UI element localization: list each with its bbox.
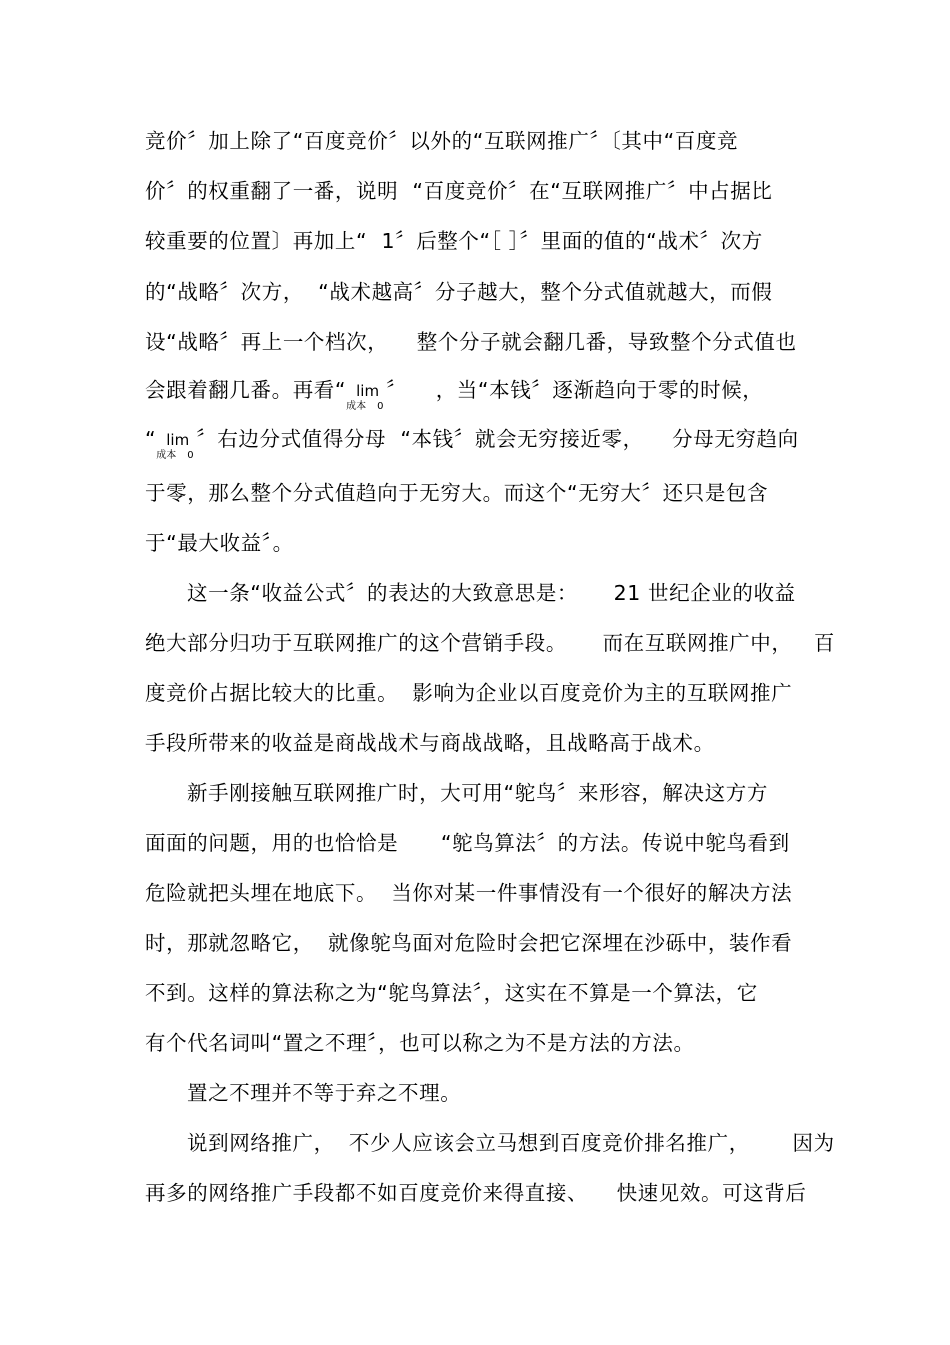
- text-line: 价〞的权重翻了一番，说明 “百度竞价〞在“互联网推广〞中占据比: [145, 179, 773, 203]
- text-line-with-limit: [145, 377, 764, 412]
- paragraph-start-line: 这一条“收益公式〞的表达的大致意思是： 21 世纪企业的收益: [187, 581, 796, 605]
- lim-operator: lim: [356, 382, 380, 400]
- text-line: 度竞价占据比较大的比重。 影响为企业以百度竞价为主的互联网推广: [145, 681, 793, 705]
- text-segment: 〞右边分式值得分母 “本钱〞就会无穷接近零， 分母无穷趋向: [196, 427, 799, 451]
- text-line: 设“战略〞再上一个档次， 整个分子就会翻几番，导致整个分式值也: [145, 330, 797, 354]
- text-line: 竞价〞加上除了“百度竞价〞以外的“互联网推广〞〔其中“百度竞: [145, 129, 739, 153]
- text-line: 的“战略〞次方， “战术越高〞分子越大，整个分式值就越大，而假: [145, 280, 773, 304]
- lim-subscript: [156, 450, 193, 461]
- lim-subscript-value: 0: [187, 450, 194, 461]
- text-line: 再多的网络推广手段都不如百度竞价来得直接、 快速见效。可这背后: [145, 1181, 807, 1205]
- text-line: 绝大部分归功于互联网推广的这个营销手段。 而在互联网推广中， 百: [145, 631, 835, 655]
- text-line: 时，那就忽略它， 就像鸵鸟面对危险时会把它深埋在沙砾中，装作看: [145, 931, 793, 955]
- paragraph-start-line: 说到网络推广， 不少人应该会立马想到百度竞价排名推广， 因为: [187, 1131, 835, 1155]
- lim-subscript-variable: 成本: [156, 450, 177, 461]
- lim-subscript-variable: 成本: [346, 401, 367, 412]
- paragraph-start-line: 新手刚接触互联网推广时，大可用“鸵鸟〞来形容，解决这方方: [187, 781, 768, 805]
- paragraph-start-line: 置之不理并不等于弃之不理。: [187, 1081, 462, 1105]
- text-line: 危险就把头埋在地底下。 当你对某一件事情没有一个很好的解决方法: [145, 881, 793, 905]
- text-line-with-limit: [145, 426, 799, 461]
- text-line: 较重要的位置〕再加上“ 1〞后整个“［ ］〞里面的值的“战术〞次方: [145, 229, 763, 253]
- text-line: 于零，那么整个分式值趋向于无穷大。而这个“无穷大〞还只是包含: [145, 481, 769, 505]
- text-line: 于“最大收益〞。: [145, 531, 294, 555]
- lim-subscript: [346, 401, 383, 412]
- text-segment: 〞 ，当“本钱〞逐渐趋向于零的时候，: [386, 378, 764, 402]
- text-line: 手段所带来的收益是商战战术与商战战略，且战略高于战术。: [145, 731, 715, 755]
- text-segment: “: [145, 427, 157, 451]
- limit-expression: [346, 377, 386, 412]
- limit-expression: [156, 426, 196, 461]
- lim-operator: lim: [166, 431, 190, 449]
- text-line: 有个代名词叫“置之不理〞，也可以称之为不是方法的方法。: [145, 1031, 695, 1055]
- text-line: 面面的问题，用的也恰恰是 “鸵鸟算法〞的方法。传说中鸵鸟看到: [145, 831, 790, 855]
- lim-subscript-value: 0: [377, 401, 384, 412]
- text-line: 不到。这样的算法称之为“鸵鸟算法〞，这实在不算是一个算法，它: [145, 981, 758, 1005]
- text-segment: 会跟着翻几番。再看“: [145, 378, 347, 402]
